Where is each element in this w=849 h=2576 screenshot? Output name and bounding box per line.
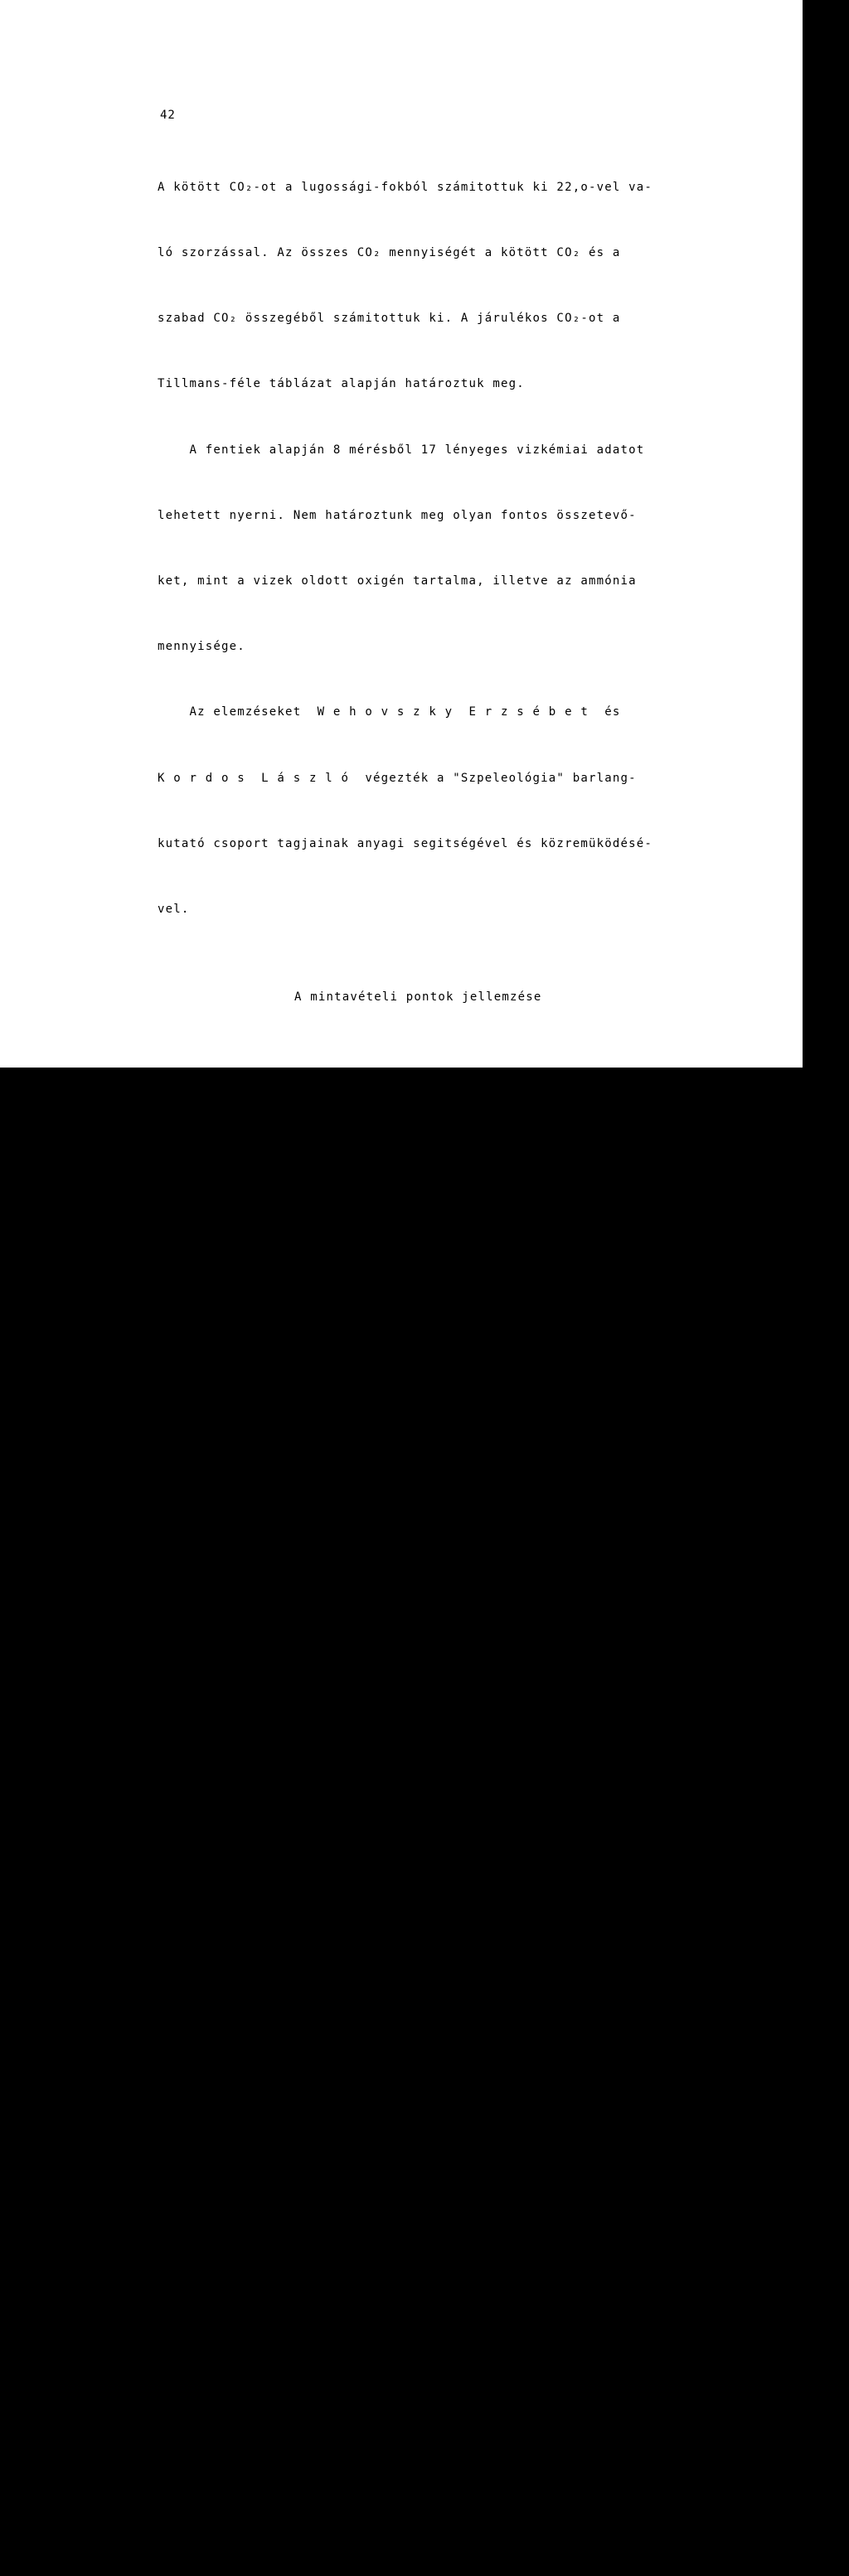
text-line: l y á r P. és H a a s J. /1o, 18/ müszeres beszivárgás [158,1923,621,1937]
text-line: Nagyterem tócsája a tágas terem agyagos mélyedésében gyült [158,2514,621,2528]
spacer [158,1052,730,1066]
page-number: 42 [160,109,176,122]
text-line: lang vastag /4-6 m/ agyagos kitöltésében kimutatható a fel- [158,1726,629,1740]
text-line: zsomboly alsó szakaszának átlaghőmérséklete 9,5 °C. S z a b- [158,1857,637,1871]
section-heading: A mintavételi pontok jellemzése [294,990,542,1004]
text-line: setén az inaktiv cseppkövek aktivakká válnak, az agyagos ki- [158,2186,637,2200]
text-line: marosan tönkretették. Többéves tapasztalat alapján megálla- [158,2054,629,2068]
text-line: vel. [158,903,190,917]
text-line: tartalmaz. A zsomboly teljes egészében a felső triász dachs- [158,1595,645,1609]
text-line: Az egyes mérési pontok helyét a 2. ábra tartalmazza. A [158,2448,621,2462]
text-line: Tillmans-féle táblázat alapján határoztuk meg. [158,377,525,391]
text-line: pitható volt, hogy napokig tartó esőzés után és hóolvadás e- [158,2120,637,2134]
text-line: kutató csoport tagjainak anyagi segitségével és közremüködésé- [158,836,653,850]
text-line: A fentiek alapján 8 mérésből 17 lényeges vizkémiai adatot [158,443,645,457]
text-line: ságban /1.ábra/. Az alapkőzetet 3o-6o cm vastag barna erdei [158,1464,629,1478]
text-line: lehetett nyerni. Nem határoztunk meg olyan fontos összetevő- [158,508,637,522]
text-line: 5oo méterre, ligetes lomberdőben nyilik 396 m.t.sz.f. magas- [158,1397,637,1411]
text-line: talaj fedi, amely néhol baritos hárshegyi homokkő törmeléket [158,1529,637,1543]
text-line: vizsgálatokat kezdtek, de a beépitett müszereket idegenek ha- [158,1988,645,2002]
text-line: töltés felső 2o-3o cm-es része vizzel telitődik és igen hig [158,2251,629,2265]
text-line: A kötött CO₂-ot a lugossági-fokból számitottuk ki 22,o-vel va- [158,180,653,194]
text-line: szabad CO₂ összegéből számitottuk ki. A járulékos CO₂-ot a [158,312,621,326]
text-line: környezeti faktorokat figyelembe véve az alábbiakban jellemez- [158,1201,653,1215]
text-line: ló szorzással. Az összes CO₂ mennyiségét a kötött CO₂ és a [158,246,621,260]
text-line: lesz. Ez az állapot 2-3 hetes viszonylag csapadékmentes idő- [158,2317,637,2331]
text-line: A Kevély-nyergi-zsomboly a kevélynyergi turistaháztól K-re [158,1332,653,1346]
text-line: K o r d o s L á s z l ó végezték a "Szpeleológia" barlang- [158,771,637,785]
text-line: C z á j l i k I. és F e j é r d y I. /4/ által ajánlott [158,1135,661,1150]
text-line: Az elemzéseket W e h o v s z k y E r z s é b e t és [158,705,621,719]
text-line: teini mészkőben keletkezett valószinüleg hévizes uton. A bar- [158,1660,653,1674]
text-line: ket, mint a vizek oldott oxigén tartalma, illetve az ammónia [158,574,637,588]
text-line: szinről már lepusztult kiscelli-agyag /Szenthe I. /21/ . A [158,1792,621,1806]
page-body [158,133,730,2576]
text-line: mennyisége. [158,640,245,654]
text-line: szakban megszünik, a viz elszivárog. [158,2382,445,2396]
text-line: zük a vizsgált barlangokat és a mintavételi helyeket: [158,1266,581,1281]
